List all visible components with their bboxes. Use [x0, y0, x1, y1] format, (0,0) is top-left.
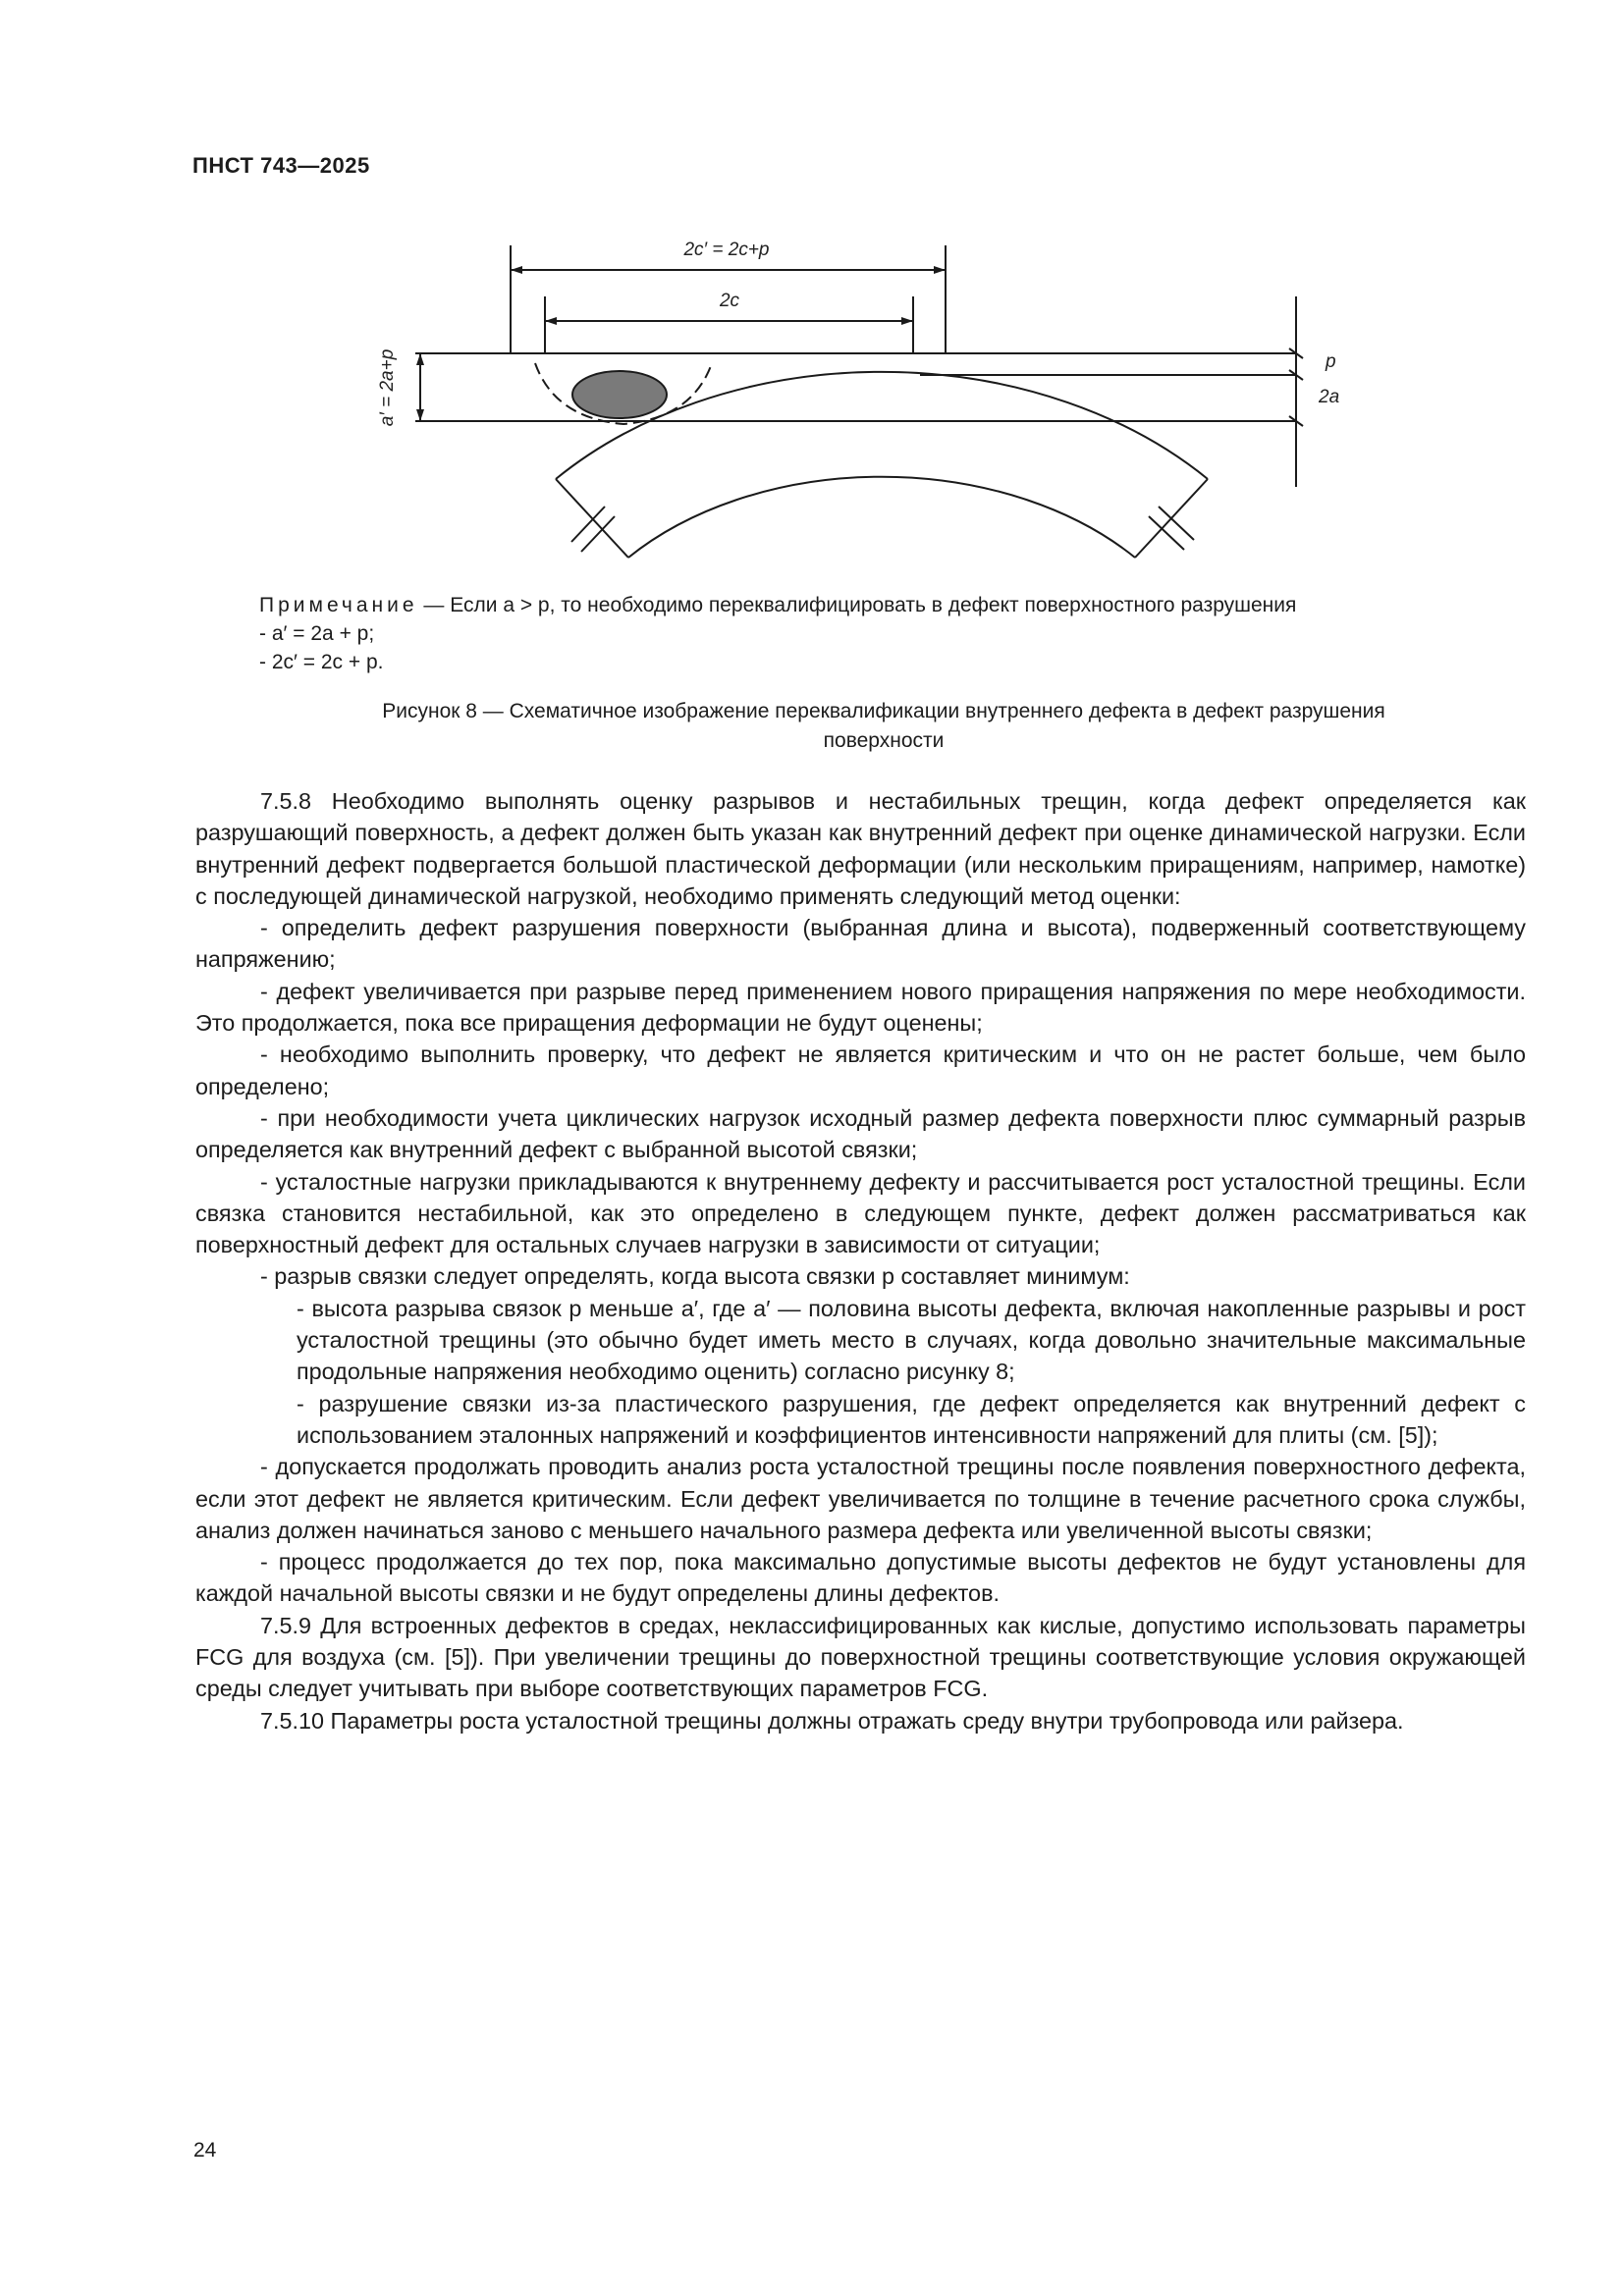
- label-2c: 2c: [719, 291, 740, 311]
- paragraph: 7.5.8 Необходимо выполнять оценку разрывов и нестабильных трещин, когда дефект определяется как разрушающий поверхность, а дефект должен быть указан как внутренний дефект при оценке динамической нагрузки. Если внутренний дефект подвергается большой пластической деформации (или нескольким приращениям, например, намотке) с последующей динамической нагрузкой, необходимо применять следующий метод оценки:: [195, 788, 1526, 909]
- paragraph: - необходимо выполнить проверку, что дефект не является критическим и что он не растет больше, чем было определено;: [195, 1041, 1526, 1099]
- paragraph: - допускается продолжать проводить анализ роста усталостной трещины после появления поверхностного дефекта, если этот дефект не является критическим. Если дефект увеличивается по толщине в течение расчетного срока службы, анализ должен начинаться заново с меньшего начального размера дефекта или увеличенной высоты связки;: [195, 1454, 1526, 1543]
- paragraph: - разрушение связки из-за пластического разрушения, где дефект определяется как внутренний дефект с использованием эталонных напряжений и коэффициентов интенсивности напряжений для плиты (см. [5]);: [297, 1390, 1526, 1448]
- note-text: — Если a > p, то необходимо переквалифицировать в дефект поверхностного разрушения: [417, 594, 1297, 616]
- pipe-inner-arc: [628, 477, 1135, 558]
- paragraph: - определить дефект разрушения поверхности (выбранная длина и высота), подверженный соответствующему напряжению;: [195, 915, 1526, 973]
- label-a-prime: a′ = 2a+p: [377, 348, 398, 427]
- paragraph: - разрыв связки следует определять, когда высота связки p составляет минимум:: [260, 1263, 1130, 1290]
- paragraph: - высота разрыва связок p меньше a′, где a′ — половина высоты дефекта, включая накопленные разрывы и рост усталостной трещины (это обычно будет иметь место в случаях, когда довольно значительные максимальные продольные напряжения необходимо оценить) согласно рисунку 8;: [297, 1295, 1526, 1385]
- requalification-diagram: [353, 216, 1355, 579]
- label-p: p: [1326, 351, 1336, 372]
- paragraph: - процесс продолжается до тех пор, пока максимально допустимые высоты дефектов не будут установлены для каждой начальной высоты связки и не будут определены длины дефектов.: [195, 1549, 1526, 1607]
- paragraph: - усталостные нагрузки прикладываются к внутреннему дефекту и рассчитывается рост усталостной трещины. Если связка становится нестабильной, как это определено в следующем пункте, дефект должен рассматриваться как поверхностный дефект для остальных случаев нагрузки в зависимости от ситуации;: [195, 1168, 1526, 1258]
- internal-defect: [572, 371, 667, 418]
- label-2c-prime: 2c′ = 2c+p: [683, 240, 770, 260]
- figure-caption: Рисунок 8 — Схематичное изображение переквалификации внутреннего дефекта в дефект разрушения поверхности: [382, 700, 1385, 752]
- page-number: 24: [193, 2139, 217, 2162]
- body-text: [195, 785, 1526, 1736]
- note-formula-c: - 2c′ = 2c + p.: [259, 651, 384, 673]
- pipe-left-end: [556, 479, 628, 558]
- note-label: Примечание: [259, 594, 418, 616]
- figure-note: [259, 591, 1526, 676]
- paragraph: - дефект увеличивается при разрыве перед применением нового приращения напряжения по мере необходимости. Это продолжается, пока все приращения деформации не будут оценены;: [195, 978, 1526, 1037]
- paragraph: - при необходимости учета циклических нагрузок исходный размер дефекта поверхности плюс суммарный разрыв определяется как внутренний дефект с выбранной высотой связки;: [195, 1104, 1526, 1163]
- document-code: ПНСТ 743—2025: [192, 153, 370, 178]
- paragraph: 7.5.9 Для встроенных дефектов в средах, неклассифицированных как кислые, допустимо использовать параметры FCG для воздуха (см. [5]). При увеличении трещины до поверхностной трещины соответствующие условия окружающей среды следует учитывать при выборе соответствующих параметров FCG.: [195, 1612, 1526, 1702]
- note-formula-a: - a′ = 2a + p;: [259, 622, 375, 645]
- label-2a: 2a: [1319, 387, 1340, 407]
- paragraph: 7.5.10 Параметры роста усталостной трещины должны отражать среду внутри трубопровода или райзера.: [260, 1707, 1404, 1734]
